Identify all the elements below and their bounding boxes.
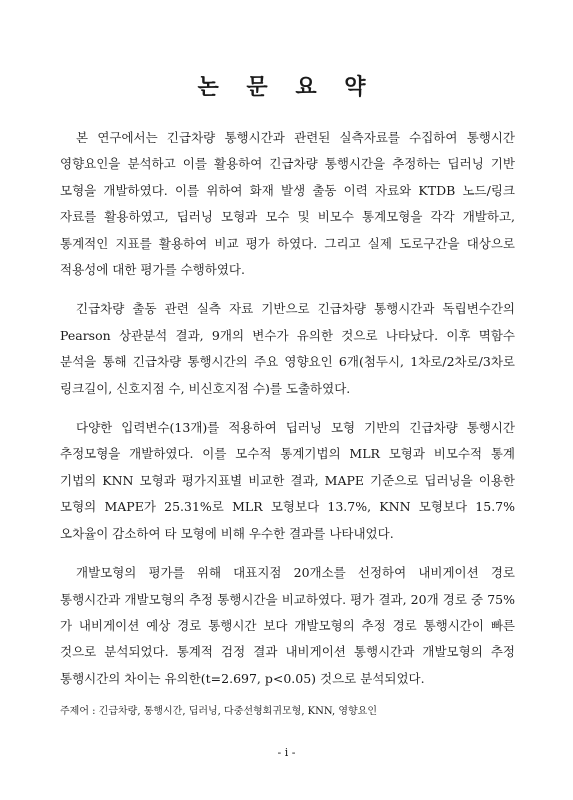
abstract-paragraph-4: 개발모형의 평가를 위해 대표지점 20개소를 선정하여 내비게이션 경로 통행시간과 개발모형의 추정 통행시간을 비교하였다. 평가 결과, 20개 경로 중 75%가 내비게이션 예상 경로 통행시간 보다 개발모형의 추정 경로 통행시간이 빠른 것으로 분석되었다. 통계적 검정 결과 내비게이션 통행시간과 개발모형의 추정 통행시간의 차이는 유의한(t=2.697, p<0.05) 것으로 분석되었다. — [60, 565, 515, 686]
abstract-paragraph-1: 본 연구에서는 긴급차량 통행시간과 관련된 실측자료를 수집하여 통행시간 영향요인을 분석하고 이를 활용하여 긴급차량 통행시간을 추정하는 딥러닝 기반 모형을 개발하였다. 이를 위하여 화재 발생 출동 이력 자료와 KTDB 노드/링크 자료를 활용하였고, 딥러닝 모형과 모수 및 비모수 통계모형을 각각 개발하고, 통계적인 지표를 활용하여 비교 평가 하였다. 그리고 실제 도로구간을 대상으로 적용성에 대한 평가를 수행하였다. — [60, 130, 515, 278]
abstract-body — [60, 125, 515, 705]
page-title: 논 문 요 약 — [197, 74, 376, 100]
page-number: - i - — [277, 746, 296, 759]
abstract-paragraph-3: 다양한 입력변수(13개)를 적용하여 딥러닝 모형 기반의 긴급차량 통행시간 추정모형을 개발하였다. 이를 모수적 통계기법의 MLR 모형과 비모수적 통계 기법의 KNN 모형과 평가지표별 비교한 결과, MAPE 기준으로 딥러닝을 이용한 모형의 MAPE가 25.31%로 MLR 모형보다 13.7%, KNN 모형보다 15.7% 오차율이 감소하여 타 모형에 비해 우수한 결과를 나타내었다. — [60, 420, 515, 541]
keywords-line: 주제어 : 긴급차량, 통행시간, 딥러닝, 다중선형회귀모형, KNN, 영향요인 — [60, 706, 378, 717]
abstract-paragraph-2: 긴급차량 출동 관련 실측 자료 기반으로 긴급차량 통행시간과 독립변수간의 Pearson 상관분석 결과, 9개의 변수가 유의한 것으로 나타났다. 이후 멱함수 분석을 통해 긴급차량 통행시간의 주요 영향요인 6개(첨두시, 1차로/2차로/3차로 링크길이, 신호지점 수, 비신호지점 수)를 도출하였다. — [60, 301, 515, 396]
